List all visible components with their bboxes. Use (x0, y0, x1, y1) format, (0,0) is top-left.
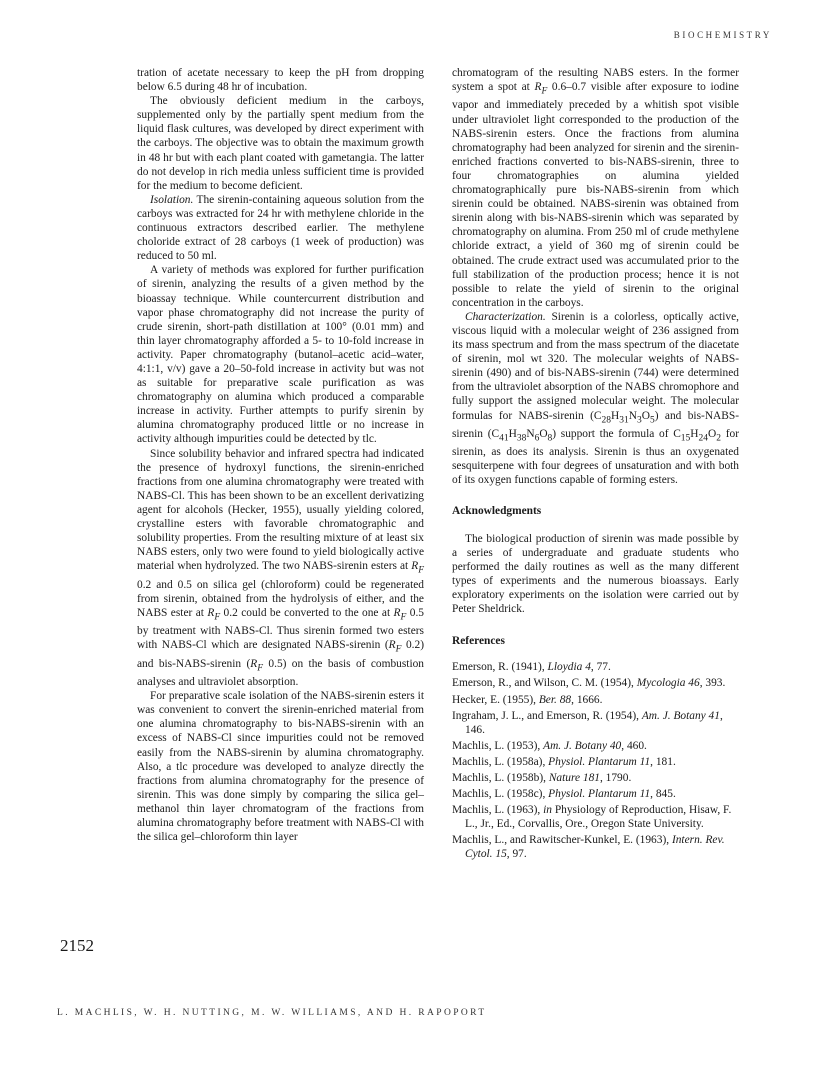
reference-item: Machlis, L. (1958a), Physiol. Plantarum 11, 181. (452, 755, 676, 768)
reference-item: Ingraham, J. L., and Emerson, R. (1954), Am. J. Botany 41, 146. (452, 709, 723, 736)
reference-item: Machlis, L. (1953), Am. J. Botany 40, 460. (452, 739, 647, 752)
reference-item: Emerson, R. (1941), Lloydia 4, 77. (452, 661, 611, 674)
left-column-paragraph: Since solubility behavior and infrared spectra had indicated the presence of hydroxyl functions, the sirenin-enriched fractions from one alumina chromatography were treated with NABS-Cl. This has been shown to be an excellent derivatizing agent for alcohols (Hecker, 1955), usually yielding colored, crystalline esters with favorable chromatographic and solubility properties. From the resulting mixture of at least six NABS esters, only two were found to yield biologically active material when hydrolyzed. The two NABS-sirenin esters at $R_F$ 0.2 and 0.5 on silica gel (chloroform) could be regenerated from sirenin, obtained from the hydrolysis of either, and the NABS ester at $R_F$ 0.2 could be converted to the one at $R_F$ 0.5 by treatment with NABS-Cl. Thus sirenin formed two esters with NABS-Cl which are designated NABS-sirenin ($R_F$ 0.2) and bis-NABS-sirenin ($R_F$ 0.5) on the basis of combustion analyses and ultraviolet absorption. (137, 447, 424, 689)
reference-list (452, 660, 739, 861)
left-column-paragraph: The obviously deficient medium in the carboys, supplemented only by the partially spent medium from the liquid flask cultures, was developed by direct experiment with the carboys. The objective was to obtain the maximum growth in 48 hr but with each plant coated with gametangia. The latter do not develop in rich media unless sufficient time is provided for the medium to become deficient. (137, 95, 424, 192)
right-column-paragraph: Characterization. Sirenin is a colorless, optically active, viscous liquid with a molecular weight of 236 assigned from its mass spectrum and from the mass spectrum of the diacetate of sirenin, mol wt 320. The molecular weights of NABS-sirenin (490) and of bis-NABS-sirenin (744) were determined from the ultraviolet absorption of the NABS chromophore and fully support the assigned molecular weight. The molecular formulas for NABS-sirenin $(C_{28}H_{31}N_3O_5)$ and bis-NABS-sirenin $(C_{41}H_{38}N_6O_8)$ support the formula of $C_{15}H_{24}O_2$ for sirenin, as does its analysis. Sirenin is thus an oxygenated sesquiterpene with four degrees of unsaturation and with both of its oxygen functions capable of forming esters. (452, 310, 739, 487)
journal-name: BIOCHEMISTRY (673, 30, 772, 40)
reference-item: Machlis, L. (1958b), Nature 181, 1790. (452, 771, 632, 784)
page-number: 2152 (60, 936, 94, 955)
left-column (137, 66, 424, 844)
references-heading: References (452, 635, 505, 648)
acknowledgments-text: The biological production of sirenin was made possible by a series of undergraduate and graduate students who performed the daily routines as well as the many different types of experiments and the numerous bioassays. Early exploratory experiments on the isolation were carried out by Peter Sheldrick. (452, 532, 739, 616)
left-column-paragraph: For preparative scale isolation of the NABS-sirenin esters it was convenient to convert the sirenin-enriched material from one alumina chromatography to bis-NABS-sirenin with an excess of NABS-Cl since impurities could not be removed easily from the NABS-sirenin by alumina chromatography. Also, a tlc procedure was developed to analyze directly the fractions from alumina chromatography for the presence of sirenin. This was done simply by comparing the silica gel–methanol thin layer chromatogram of the fractions from alumina chromatography before treatment with NABS-Cl with the silica gel–chloroform thin layer (137, 690, 424, 844)
left-column-paragraph: A variety of methods was explored for further purification of sirenin, analyzing the results of a given method by the bioassay technique. While countercurrent distribution and vapor phase chromatography did not increase the purity of crude sirenin, short-path distillation at 100° (0.01 mm) and thin layer chromatography afforded a 5- to 10-fold increase in activity. Paper chromatography (butanol–acetic acid–water, 4:1:1, v/v) gave a 20–50-fold increase in activity but was not as suitable for preparative scale purification as was chromatography on alumina which produced a comparable increase in activity. Further attempts to purify sirenin by alumina chromatography produced little or no increase in activity although impurities could be detected by tlc. (137, 264, 424, 446)
acknowledgments-heading: Acknowledgments (452, 504, 542, 517)
right-column-paragraph: chromatogram of the resulting NABS esters. In the former system a spot at $R_F$ 0.6–0.7 visible after exposure to iodine vapor and immediately preceded by a whitish spot visible under ultraviolet light corresponded to the production of the NABS-sirenin esters. Once the fractions from alumina chromatography had been analyzed for sirenin and the sirenin-enriched fractions converted to bis-NABS-sirenin, three to four chromatographies on alumina yielded chromatographically pure bis-NABS-sirenin from which sirenin could be obtained. NABS-sirenin was obtained from sirenin along with bis-NABS-sirenin which was separated by chromatography on alumina. From 250 ml of crude methylene chloride extract, a yield of 360 mg of sirenin could be obtained. The crude extract used was accumulated prior to the full stabilization of the production process; hence it is not possible to relate the yield of sirenin to the original concentration in the carboys. (452, 67, 739, 309)
reference-item: Emerson, R., and Wilson, C. M. (1954), Mycologia 46, 393. (452, 677, 726, 690)
left-column-paragraph: tration of acetate necessary to keep the pH from dropping below 6.5 during 48 hr of incubation. (137, 67, 424, 94)
reference-item: Machlis, L. (1963), in Physiology of Reproduction, Hisaw, F. L., Jr., Ed., Corvallis, Ore., Oregon State University. (452, 804, 732, 831)
right-column (452, 66, 739, 864)
reference-item: Hecker, E. (1955), Ber. 88, 1666. (452, 693, 603, 706)
reference-item: Machlis, L. (1958c), Physiol. Plantarum 11, 845. (452, 788, 676, 801)
footer-authors: L. MACHLIS, W. H. NUTTING, M. W. WILLIAMS, AND H. RAPOPORT (57, 1008, 487, 1018)
right-column-body (452, 66, 739, 488)
left-column-paragraph: Isolation. The sirenin-containing aqueous solution from the carboys was extracted for 24 hr with methylene chloride in the continuous extractors described earlier. The methylene choloride extract of 28 carboys (1 week of production) was reduced to 50 ml. (137, 193, 424, 263)
reference-item: Machlis, L., and Rawitscher-Kunkel, E. (1963), Intern. Rev. Cytol. 15, 97. (452, 834, 725, 861)
